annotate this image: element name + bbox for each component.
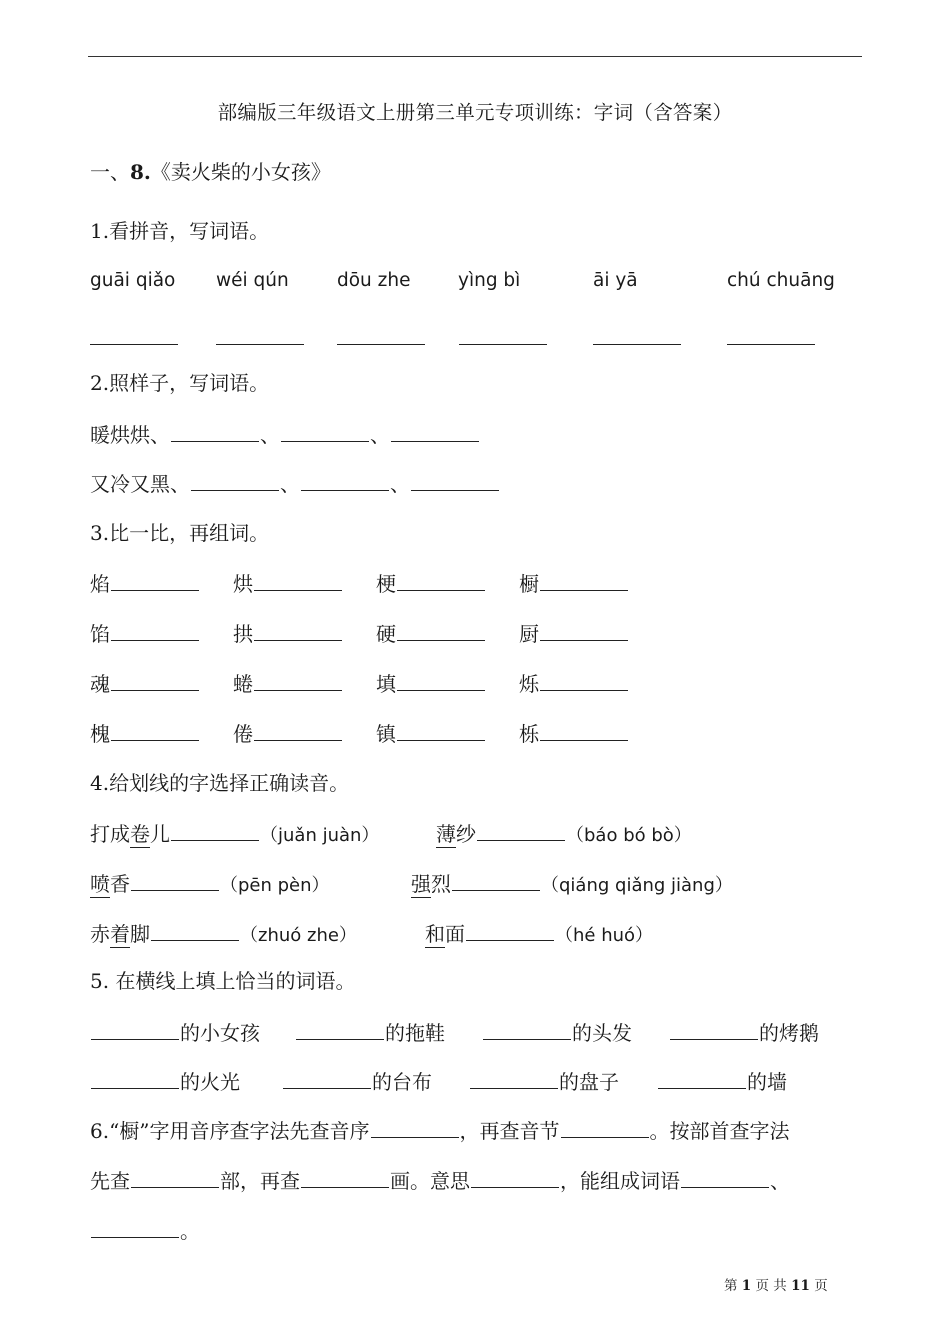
answer-blank[interactable] (281, 423, 369, 442)
answer-blank[interactable] (540, 572, 628, 591)
reading-item: 和面 （hé huó） (425, 922, 654, 946)
answer-blank[interactable] (397, 622, 485, 641)
answer-blank[interactable] (171, 822, 259, 841)
question-1-label: 1.看拼音，写词语。 (90, 219, 270, 243)
answer-blank[interactable] (727, 328, 815, 345)
answer-blank[interactable] (337, 328, 425, 345)
reading-item: 赤着脚 （zhuó zhe） (90, 922, 357, 946)
compare-char: 填 (376, 668, 486, 697)
fill-item: 的拖鞋 (295, 1017, 445, 1046)
answer-blank[interactable] (131, 1169, 219, 1188)
compare-char: 倦 (233, 718, 343, 747)
answer-blank[interactable] (111, 672, 199, 691)
q2-row-1: 暖烘烘、 、 、 (90, 420, 480, 450)
pinyin-2: wéi qún (216, 270, 289, 291)
answer-blank[interactable] (397, 672, 485, 691)
pinyin-1: guāi qiǎo (90, 270, 176, 291)
fill-item: 的头发 (482, 1017, 632, 1046)
answer-blank[interactable] (91, 1021, 179, 1040)
answer-blank[interactable] (540, 622, 628, 641)
question-2-label: 2.照样子，写词语。 (90, 371, 270, 395)
compare-char: 馅 (90, 618, 200, 647)
compare-char: 烘 (233, 568, 343, 597)
answer-blank[interactable] (301, 472, 389, 491)
section-heading: 一、8.《卖火柴的小女孩》 (90, 160, 331, 184)
answer-blank[interactable] (371, 1119, 459, 1138)
answer-blank[interactable] (111, 572, 199, 591)
answer-blank[interactable] (90, 328, 178, 345)
answer-blank[interactable] (131, 872, 219, 891)
question-3-label: 3.比一比，再组词。 (90, 521, 270, 545)
fill-item: 的台布 (282, 1066, 432, 1095)
compare-char: 蜷 (233, 668, 343, 697)
pinyin-3: dōu zhe (337, 270, 411, 291)
question-6-line-2: 先查 部，再查 画。意思 ，能组成词语 、 (90, 1169, 790, 1193)
pinyin-6: chú chuāng (727, 270, 835, 291)
answer-blank[interactable] (151, 922, 239, 941)
answer-blank[interactable] (561, 1119, 649, 1138)
reading-item: 强烈 （qiáng qiǎng jiàng） (411, 872, 733, 896)
compare-char: 拱 (233, 618, 343, 647)
fill-item: 的墙 (657, 1066, 787, 1095)
fill-item: 的火光 (90, 1066, 240, 1095)
compare-char: 焰 (90, 568, 200, 597)
compare-char: 橱 (519, 568, 629, 597)
reading-item: 薄纱 （báo bó bò） (436, 822, 692, 846)
compare-char: 魂 (90, 668, 200, 697)
header-rule (88, 56, 862, 57)
compare-char: 硬 (376, 618, 486, 647)
answer-blank[interactable] (397, 722, 485, 741)
answer-blank[interactable] (540, 722, 628, 741)
answer-blank[interactable] (483, 1021, 571, 1040)
reading-item: 打成卷儿 （juǎn juàn） (90, 822, 380, 846)
answer-blank[interactable] (593, 328, 681, 345)
answer-blank[interactable] (254, 622, 342, 641)
answer-blank[interactable] (254, 572, 342, 591)
question-6-line-1: 6.“橱”字用音序查字法先查音序 ，再查音节 。按部首查字法 (90, 1119, 790, 1143)
answer-blank[interactable] (254, 672, 342, 691)
answer-blank[interactable] (466, 922, 554, 941)
answer-blank[interactable] (191, 472, 279, 491)
answer-blank[interactable] (658, 1070, 746, 1089)
reading-item: 喷香 （pēn pèn） (90, 872, 330, 896)
pinyin-4: yìng bì (458, 270, 521, 291)
compare-char: 栎 (519, 718, 629, 747)
answer-blank[interactable] (216, 328, 304, 345)
answer-blank[interactable] (470, 1070, 558, 1089)
fill-item: 的小女孩 (90, 1017, 260, 1046)
answer-blank[interactable] (283, 1070, 371, 1089)
answer-blank[interactable] (171, 423, 259, 442)
answer-blank[interactable] (540, 672, 628, 691)
compare-char: 烁 (519, 668, 629, 697)
question-4-label: 4.给划线的字选择正确读音。 (90, 771, 350, 795)
answer-blank[interactable] (296, 1021, 384, 1040)
pinyin-5: āi yā (593, 270, 638, 291)
q2-row-2: 又冷又黑、 、 、 (90, 469, 500, 499)
answer-blank[interactable] (301, 1169, 389, 1188)
compare-char: 槐 (90, 718, 200, 747)
fill-item: 的盘子 (469, 1066, 619, 1095)
answer-blank[interactable] (254, 722, 342, 741)
answer-blank[interactable] (391, 423, 479, 442)
answer-blank[interactable] (471, 1169, 559, 1188)
answer-blank[interactable] (411, 472, 499, 491)
page-title: 部编版三年级语文上册第三单元专项训练：字词（含答案） (217, 101, 733, 124)
answer-blank[interactable] (452, 872, 540, 891)
fill-item: 的烤鹅 (669, 1017, 819, 1046)
compare-char: 镇 (376, 718, 486, 747)
answer-blank[interactable] (670, 1021, 758, 1040)
answer-blank[interactable] (111, 722, 199, 741)
compare-char: 厨 (519, 618, 629, 647)
question-5-label: 5. 在横线上填上恰当的词语。 (90, 969, 356, 993)
answer-blank[interactable] (477, 822, 565, 841)
page-footer: 第 1 页 共 11 页 (724, 1278, 828, 1294)
answer-blank[interactable] (111, 622, 199, 641)
answer-blank[interactable] (397, 572, 485, 591)
compare-char: 梗 (376, 568, 486, 597)
answer-blank[interactable] (91, 1070, 179, 1089)
question-6-line-3: 。 (90, 1216, 200, 1246)
answer-blank[interactable] (459, 328, 547, 345)
answer-blank[interactable] (91, 1219, 179, 1238)
answer-blank[interactable] (681, 1169, 769, 1188)
